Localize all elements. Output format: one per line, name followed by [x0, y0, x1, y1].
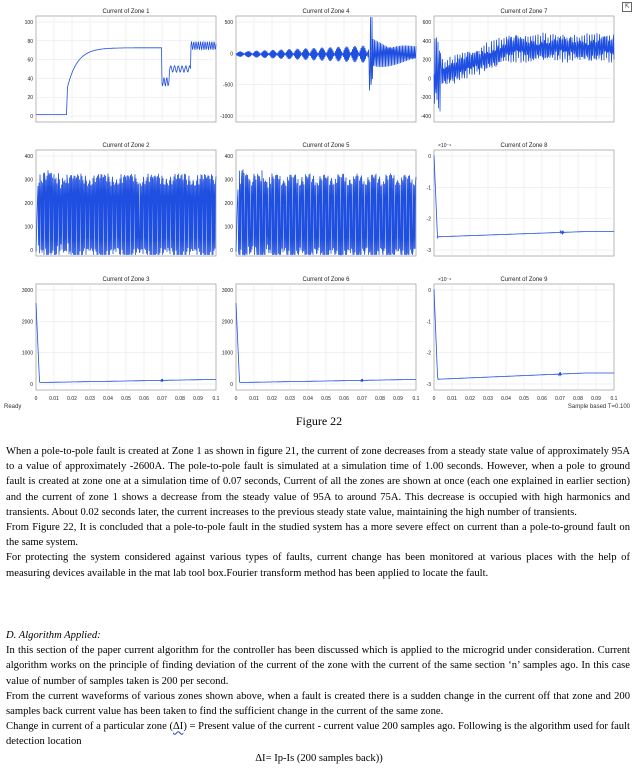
- y-tick-label: 400: [422, 38, 431, 45]
- y-tick-label: 0: [30, 382, 33, 388]
- y-tick-label: 2000: [21, 319, 33, 326]
- paragraph-5: From the current waveforms of various zones shown above, when a fault is created there is a sudden change in the current off that zone and 200 samples back current value has been taken to find the sufficient change in the current of the same zone.: [6, 690, 630, 718]
- delta-i-symbol: ΔI: [172, 721, 184, 733]
- x-tick-label: 0.04: [303, 396, 313, 402]
- y-tick-label: 500: [224, 20, 233, 26]
- y-tick-label: 3000: [21, 288, 33, 294]
- y-tick-label: -3: [426, 382, 431, 388]
- x-tick-label: 0.04: [501, 396, 511, 402]
- x-tick-label: 0.09: [591, 396, 601, 402]
- x-tick-label: 0.09: [393, 396, 403, 402]
- y-tick-label: 200: [422, 57, 431, 64]
- y-tick-label: 0: [230, 248, 233, 254]
- y-tick-label: -1: [426, 319, 431, 326]
- y-tick-label: 100: [24, 224, 33, 231]
- undock-icon[interactable]: ⇱: [622, 2, 632, 12]
- panel-title: Current of Zone 4: [302, 9, 350, 15]
- x-tick-label: 0.02: [465, 396, 475, 402]
- p6-start: Change in current of a particular zone (: [6, 721, 173, 733]
- y-tick-label: -400: [420, 114, 431, 120]
- y-tick-label: 400: [24, 154, 33, 160]
- section-d: [6, 628, 630, 750]
- x-tick-label: 0.08: [573, 396, 583, 402]
- y-tick-label: 200: [24, 201, 33, 207]
- status-ready: Ready: [4, 404, 22, 410]
- x-tick-label: 0.03: [483, 396, 493, 402]
- y-tick-label: 0: [230, 51, 233, 58]
- axis-exponent: ×10⁻⁴: [438, 277, 452, 283]
- y-tick-label: 200: [224, 201, 233, 207]
- x-tick-label: 0.09: [193, 396, 203, 402]
- x-tick-label: 0.05: [321, 396, 331, 402]
- x-tick-label: 0.06: [537, 396, 547, 402]
- y-tick-label: -1000: [220, 114, 233, 120]
- body-text: [6, 444, 630, 581]
- x-tick-label: 0.05: [519, 396, 529, 402]
- x-tick-label: 0: [34, 396, 38, 402]
- y-tick-label: 2000: [221, 319, 233, 326]
- x-tick-label: 0.08: [175, 396, 185, 402]
- panel-title: Current of Zone 7: [500, 9, 548, 15]
- x-tick-label: 0.05: [121, 396, 131, 402]
- panel-title: Current of Zone 3: [102, 277, 150, 283]
- equation: ΔI= Ip-Is (200 samples back)): [255, 753, 383, 764]
- y-tick-label: 1000: [221, 350, 233, 357]
- section-heading: D. Algorithm Applied:: [6, 630, 101, 641]
- x-tick-label: 0.02: [267, 396, 277, 402]
- x-tick-label: 0.03: [285, 396, 295, 402]
- panel-title: Current of Zone 1: [102, 9, 150, 15]
- y-tick-label: 0: [230, 382, 233, 388]
- y-tick-label: 20: [27, 95, 33, 102]
- y-tick-label: 100: [224, 224, 233, 231]
- y-tick-label: -2: [426, 350, 431, 357]
- x-tick-label: 0.07: [157, 396, 167, 402]
- panel-title: Current of Zone 5: [302, 143, 350, 149]
- x-tick-label: 0: [432, 396, 436, 402]
- x-tick-label: 0.07: [357, 396, 367, 402]
- panel-title: Current of Zone 2: [102, 143, 150, 149]
- x-tick-label: 0.03: [85, 396, 95, 402]
- y-tick-label: -3: [426, 248, 431, 254]
- y-tick-label: 600: [422, 20, 431, 26]
- y-tick-label: 0: [30, 114, 33, 120]
- y-tick-label: 0: [30, 248, 33, 254]
- panel-title: Current of Zone 9: [500, 277, 548, 283]
- y-tick-label: 1000: [21, 350, 33, 357]
- x-tick-label: 0.06: [139, 396, 149, 402]
- x-tick-label: 0.08: [375, 396, 385, 402]
- paragraph-1: When a pole-to-pole fault is created at Zone 1 as shown in figure 21, the current of zone decreases from a steady state value of approximately 95A to a value of approximately -2600A. The pole-to-pole fault is simulated at a simulation time of 1.00 seconds. However, when a pole to ground fault is created at zone one at a simulation time of 0.07 seconds, Current of all the zones are shown at once (each one explained in earlier section) and the current of zone 1 shows a decrease from the steady value of 95A to around 75A. This decrease is occupied with high harmonics and transients. About 0.02 seconds later, the current increases to the previous steady state value, maintaining the high number of transients.: [6, 446, 630, 518]
- paragraph-6: [6, 719, 630, 749]
- p6-end: ) = Present value of the current - current value 200 samples ago. Following is the algorithm used for fault detection location: [6, 721, 630, 748]
- status-sample-time: Sample based T=0.100: [567, 404, 630, 410]
- x-tick-label: 0.06: [339, 396, 349, 402]
- x-tick-label: 0.01: [49, 396, 59, 402]
- y-tick-label: 3000: [221, 288, 233, 294]
- y-tick-label: 0: [428, 76, 431, 83]
- y-tick-label: 40: [27, 76, 33, 83]
- y-tick-label: -200: [420, 95, 431, 102]
- y-tick-label: -500: [222, 82, 233, 89]
- panel-title: Current of Zone 6: [302, 277, 350, 283]
- x-tick-label: 0: [234, 396, 238, 402]
- x-tick-label: 0.1: [212, 396, 220, 402]
- panel-title: Current of Zone 8: [500, 143, 548, 149]
- y-tick-label: 300: [24, 177, 33, 184]
- y-tick-label: 80: [27, 38, 33, 45]
- y-tick-label: 100: [24, 20, 33, 26]
- figure-caption: Figure 22: [295, 414, 343, 428]
- x-tick-label: 0.1: [412, 396, 420, 402]
- axis-exponent: ×10⁻⁴: [438, 143, 452, 149]
- y-tick-label: 60: [27, 57, 33, 64]
- paragraph-4: In this section of the paper current algorithm for the controller has been discussed which is applied to the microgrid under consideration. Current algorithm works on the principle of finding deviation of the current of the zone with the current of the same section ‘n’ samples ago. In this case value of number of samples taken is 200 per second.: [6, 645, 630, 687]
- x-tick-label: 0.01: [447, 396, 457, 402]
- paragraph-3: For protecting the system considered against various types of faults, current change has been monitored at various places with the help of measuring devices available in the mat lab tool box.Fourier transform method has been applied to locate the fault.: [6, 552, 630, 579]
- x-tick-label: 0.01: [249, 396, 259, 402]
- y-tick-label: -2: [426, 216, 431, 223]
- x-tick-label: 0.1: [610, 396, 618, 402]
- x-tick-label: 0.04: [103, 396, 113, 402]
- y-tick-label: -1: [426, 185, 431, 192]
- y-tick-label: 400: [224, 154, 233, 160]
- y-tick-label: 0: [428, 288, 431, 294]
- paragraph-2: From Figure 22, It is concluded that a pole-to-pole fault in the studied system has a more severe effect on current than a pole-to-ground fault on the same system.: [6, 522, 630, 549]
- y-tick-label: 300: [224, 177, 233, 184]
- y-tick-label: 0: [428, 154, 431, 160]
- x-tick-label: 0.07: [555, 396, 565, 402]
- x-tick-label: 0.02: [67, 396, 77, 402]
